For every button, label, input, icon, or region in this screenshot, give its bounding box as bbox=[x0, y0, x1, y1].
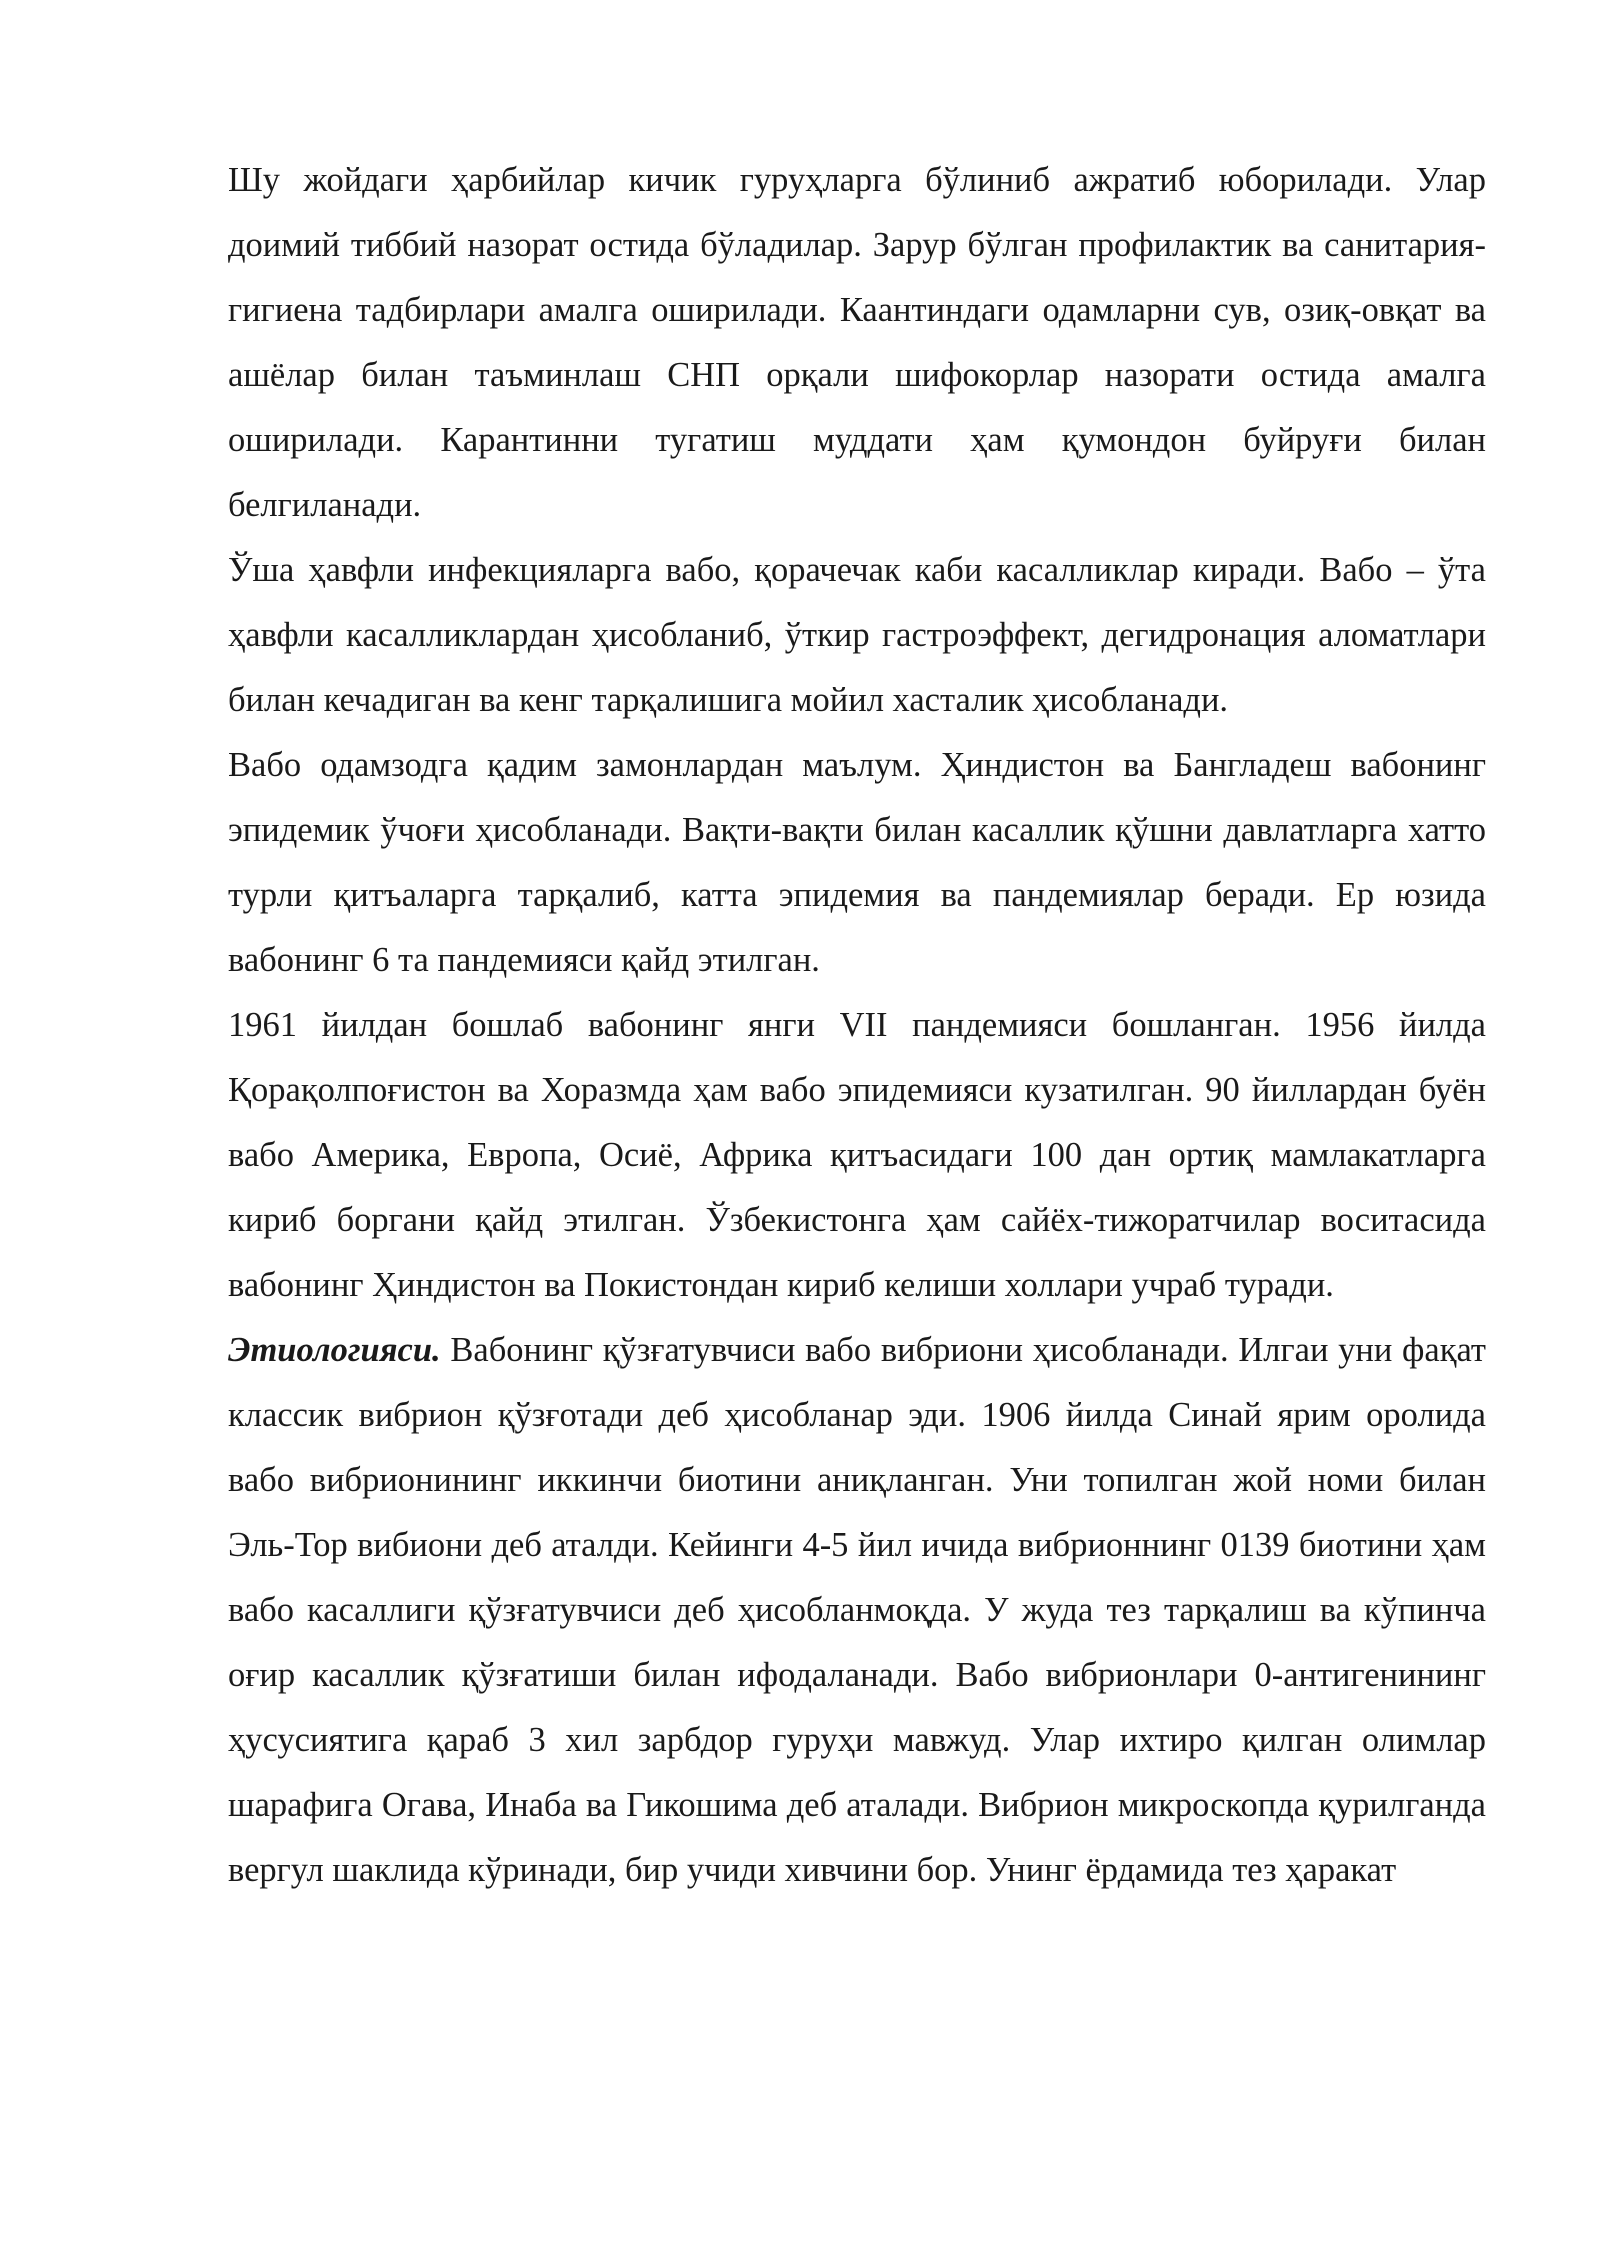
paragraph-seventh-pandemic: 1961 йилдан бошлаб вабонинг янги VII пандемияси бошланган. 1956 йилда Қорақолпоғистон ва Хоразмда ҳам вабо эпидемияси кузатилган. 90 йиллардан буён вабо Америка, Европа, Осиё, Африка қитъасидаги 100 дан ортиқ мамлакатларга кириб боргани қайд этилган. Ўзбекистонга ҳам сайёх-тижоратчилар воситасида вабонинг Ҳиндистон ва Покистондан кириб келиши холлари учраб туради. bbox=[228, 1006, 1486, 1304]
etiology-text: Вабонинг қўзғатувчиси вабо вибриони ҳисобланади. Илгаи уни фақат классик вибрион қўзғотади деб ҳисобланар эди. 1906 йилда Синай ярим оролида вабо вибрионининг иккинчи биотини аниқланган. Уни топилган жой номи билан Эль-Тор вибиони деб аталди. Кейинги 4-5 йил ичида вибрионнинг 0139 биотини ҳам вабо касаллиги қўзғатувчиси деб ҳисобланмоқда. У жуда тез тарқалиш ва кўпинча оғир касаллик қўзғатиши билан ифодаланади. Вабо вибрионлари 0-антигенининг ҳусусиятига қараб 3 хил зарбдор гуруҳи мавжуд. Улар ихтиро қилган олимлар шарафига Огава, Инаба ва Гикошима деб аталади. Вибрион микроскопда қурилганда вергул шаклида кўринади, бир учиди хивчини бор. Унинг ёрдамида тез ҳаракат bbox=[228, 1331, 1486, 1889]
paragraph-quarantine: Шу жойдаги ҳарбийлар кичик гуруҳларга бўлиниб ажратиб юборилади. Улар доимий тиббий назорат остида бўладилар. Зарур бўлган профилактик ва санитария-гигиена тадбирлари амалга оширилади. Каантиндаги одамларни сув, озиқ-овқат ва ашёлар билан таъминлаш СНП орқали шифокорлар назорати остида амалга оширилади. Карантинни тугатиш муддати ҳам қумондон буйруғи билан белгиланади. bbox=[228, 161, 1486, 524]
paragraph-etiology bbox=[228, 1318, 1486, 1903]
etiology-heading: Этиологияси. bbox=[228, 1331, 441, 1369]
paragraph-cholera-history: Вабо одамзодга қадим замонлардан маълум. Ҳиндистон ва Бангладеш вабонинг эпидемик ўчоғи ҳисобланади. Вақти-вақти билан касаллик қўшни давлатларга хатто турли қитъаларга тарқалиб, катта эпидемия ва пандемиялар беради. Ер юзида вабонинг 6 та пандемияси қайд этилган. bbox=[228, 746, 1486, 979]
document-page bbox=[228, 148, 1486, 1903]
paragraph-dangerous-infections: Ўша ҳавфли инфекцияларга вабо, қорачечак каби касалликлар киради. Вабо – ўта ҳавфли касалликлардан ҳисобланиб, ўткир гастроэффект, дегидронация аломатлари билан кечадиган ва кенг тарқалишига мойил хасталик ҳисобланади. bbox=[228, 551, 1486, 719]
